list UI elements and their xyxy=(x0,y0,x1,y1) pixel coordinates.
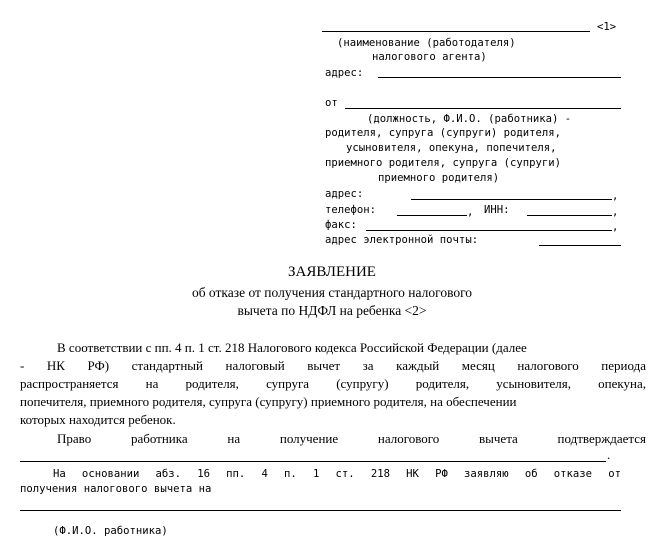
fax-comma: , xyxy=(612,221,619,233)
paragraph-3-line-2: получения налогового вычета на xyxy=(20,483,212,495)
paragraph-1-line-2: - НК РФ) стандартный налоговый вычет за каждый месяц налогового периода xyxy=(20,358,646,373)
person-caption-1: (должность, Ф.И.О. (работника) - xyxy=(367,113,572,125)
person-caption-3: усыновителя, опекуна, попечителя, xyxy=(346,142,557,154)
person-caption-2: родителя, супруга (супруги) родителя, xyxy=(325,127,561,139)
email-field[interactable] xyxy=(539,245,621,246)
paragraph-1-line-4: попечителя, приемного родителя, супруга (супругу) приемного родителя, на обеспечении xyxy=(20,394,517,409)
cut-off-caption: (Ф.И.О. работника) xyxy=(53,525,168,537)
employer-caption: (наименование (работодателя) xyxy=(337,37,516,49)
from-field[interactable] xyxy=(345,108,621,109)
paragraph-1-line-3: распространяется на родителя, супруга (супругу) родителя, усыновителя, опекуна, xyxy=(20,376,646,391)
email-label: адрес электронной почты: xyxy=(325,234,479,246)
document-subtitle-1: об отказе от получения стандартного налогового xyxy=(191,285,473,300)
footnote-1: <1> xyxy=(597,21,617,33)
phone-label: телефон: xyxy=(325,204,377,216)
paragraph-1-line-1: В соответствии с пп. 4 п. 1 ст. 218 Налогового кодекса Российской Федерации (далее xyxy=(57,340,527,355)
person-caption-5: приемного родителя) xyxy=(378,172,500,184)
address-label: адрес: xyxy=(325,67,364,79)
from-label: от xyxy=(325,97,338,109)
right-confirmation-field[interactable] xyxy=(20,461,606,462)
person-caption-4: приемного родителя, супруга (супруги) xyxy=(325,157,561,169)
fax-label: факс: xyxy=(325,219,357,231)
address2-label: адрес: xyxy=(325,188,364,200)
employer-caption-2: налогового агента) xyxy=(372,51,487,63)
employer-name-line[interactable] xyxy=(322,31,590,32)
document-subtitle-2: вычета по НДФЛ на ребенка <2> xyxy=(237,303,427,318)
fax-field[interactable] xyxy=(366,230,612,231)
refusal-field[interactable] xyxy=(20,510,621,511)
paragraph-3-line-1: На основании абз. 16 пп. 4 п. 1 ст. 218 НК РФ заявляю об отказе от xyxy=(53,468,621,480)
inn-label: ИНН: xyxy=(484,204,510,216)
phone-field[interactable] xyxy=(397,215,467,216)
paragraph-1-line-5: которых находится ребенок. xyxy=(20,412,176,427)
phone-comma: , xyxy=(467,206,474,218)
address-field[interactable] xyxy=(378,77,621,78)
inn-comma: , xyxy=(612,206,619,218)
paragraph-2-line-1: Право работника на получение налогового вычета подтверждается xyxy=(57,431,646,446)
address2-comma: , xyxy=(612,190,619,202)
document-title: ЗАЯВЛЕНИЕ xyxy=(288,264,376,280)
paragraph-2-end: . xyxy=(607,447,611,462)
address2-field[interactable] xyxy=(411,199,612,200)
inn-field[interactable] xyxy=(527,215,612,216)
